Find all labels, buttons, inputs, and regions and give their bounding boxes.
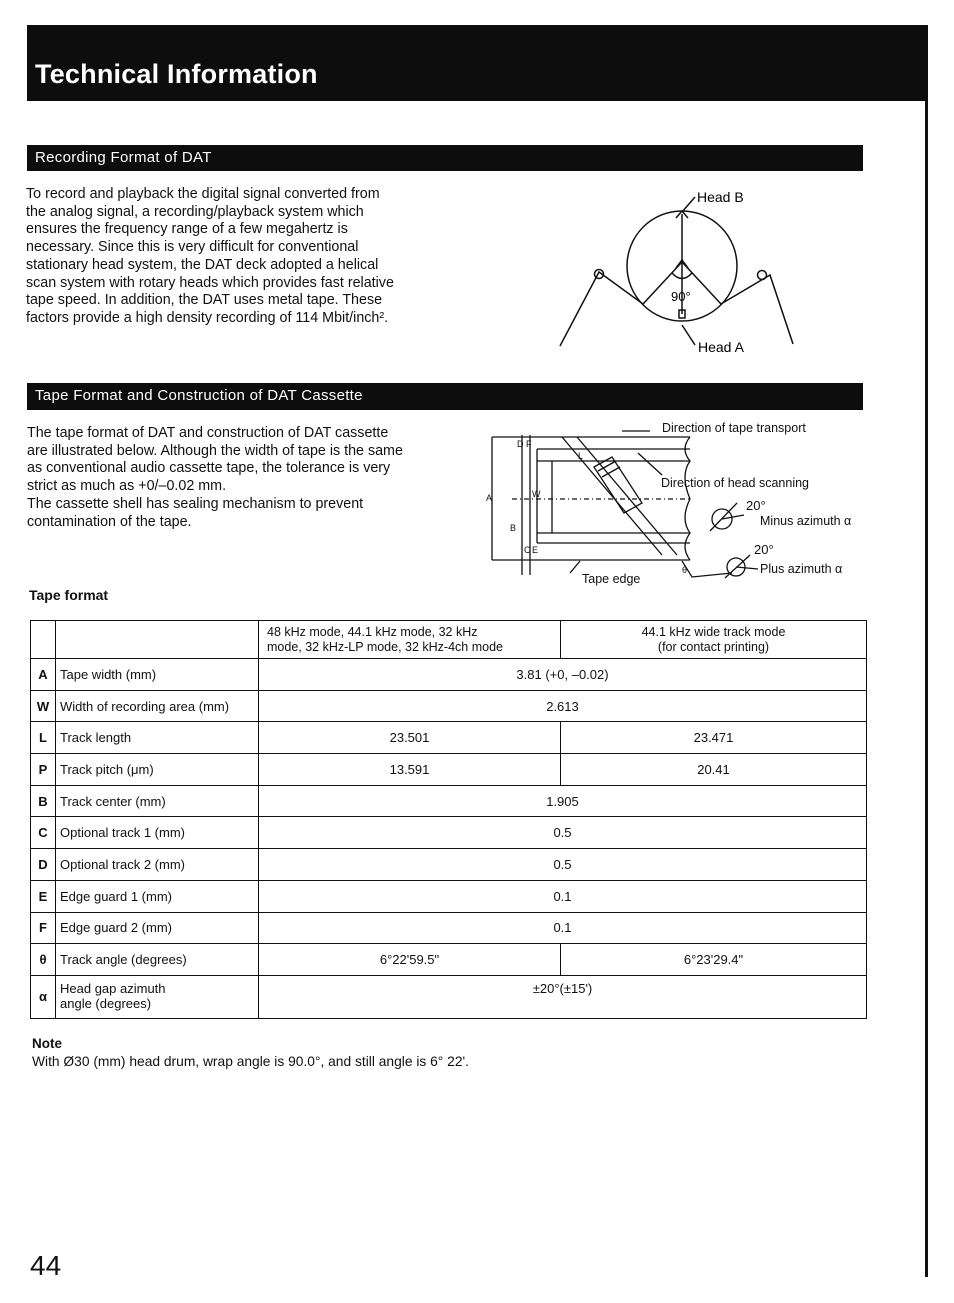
row-value: 0.1 — [259, 912, 867, 944]
table-row — [31, 785, 867, 817]
row-parameter: Head gap azimuth angle (degrees) — [56, 975, 259, 1018]
table-row — [31, 722, 867, 754]
row-parameter: Tape width (mm) — [56, 659, 259, 691]
dim-label-l: L — [578, 451, 584, 461]
title-bar — [27, 25, 928, 101]
row-parameter: Track length — [56, 722, 259, 754]
row-value-standard: 6°22'59.5" — [259, 944, 561, 976]
row-value: 2.613 — [259, 690, 867, 722]
dim-label-e: E — [532, 545, 539, 555]
head-drum-diagram — [555, 180, 805, 360]
page-number: 44 — [30, 1250, 62, 1281]
text-line: the analog signal, a recording/playback system which — [26, 203, 364, 220]
table-row — [31, 975, 867, 1018]
table-row — [31, 817, 867, 849]
row-symbol: A — [31, 659, 56, 691]
table-header-row — [31, 621, 867, 659]
header-cell-standard-mode: 48 kHz mode, 44.1 kHz mode, 32 kHz mode, 32 kHz-LP mode, 32 kHz-4ch mode — [259, 621, 561, 659]
row-value-standard: 13.591 — [259, 754, 561, 786]
row-parameter: Track angle (degrees) — [56, 944, 259, 976]
row-value-wide: 20.41 — [561, 754, 867, 786]
row-value-standard: 23.501 — [259, 722, 561, 754]
row-value: 0.5 — [259, 849, 867, 881]
text-line: scan system with rotary heads which provides fast relative — [26, 274, 394, 291]
row-value: 0.1 — [259, 880, 867, 912]
minus-azimuth-label: Minus azimuth α — [760, 514, 852, 528]
row-parameter: Edge guard 2 (mm) — [56, 912, 259, 944]
text-line: The cassette shell has sealing mechanism to prevent — [27, 495, 364, 512]
scanning-label: Direction of head scanning — [661, 476, 810, 490]
row-parameter: Track center (mm) — [56, 785, 259, 817]
table-row — [31, 754, 867, 786]
table-row — [31, 880, 867, 912]
table-row — [31, 912, 867, 944]
text-line: tape speed. In addition, the DAT uses metal tape. These — [26, 292, 383, 309]
dim-label-a: A — [486, 493, 493, 503]
table-row — [31, 690, 867, 722]
row-symbol: C — [31, 817, 56, 849]
row-parameter: Edge guard 1 (mm) — [56, 880, 259, 912]
text-line: stationary head system, the DAT deck adopted a helical — [26, 256, 379, 273]
page-right-rule — [925, 25, 928, 1277]
text-line: To record and playback the digital signal converted from — [26, 186, 380, 202]
row-value: 3.81 (+0, –0.02) — [259, 659, 867, 691]
text-line: are illustrated below. Although the width of tape is the same — [27, 442, 403, 459]
dim-label-f: F — [526, 439, 532, 449]
row-value-wide: 23.471 — [561, 722, 867, 754]
tape-format-paragraph — [27, 425, 447, 531]
dim-label-theta: θ — [682, 565, 688, 575]
row-symbol: P — [31, 754, 56, 786]
row-symbol: B — [31, 785, 56, 817]
row-symbol: E — [31, 880, 56, 912]
row-symbol: W — [31, 690, 56, 722]
row-value-wide: 6°23'29.4" — [561, 944, 867, 976]
section-heading-tape-format: Tape Format and Construction of DAT Cassette — [27, 383, 863, 410]
row-symbol: α — [31, 975, 56, 1018]
tape-format-diagram — [482, 415, 872, 595]
text-line: factors provide a high density recording of 114 Mbit/inch². — [26, 309, 389, 326]
text-line: ensures the frequency range of a few megahertz is — [26, 221, 348, 238]
text-line: strict as much as +0/–0.02 mm. — [27, 478, 227, 495]
section-heading-recording-format: Recording Format of DAT — [27, 145, 863, 171]
text-line: as conventional audio cassette tape, the tolerance is very — [27, 460, 391, 477]
row-parameter: Width of recording area (mm) — [56, 690, 259, 722]
row-value: 0.5 — [259, 817, 867, 849]
plus-angle-label: 20° — [754, 542, 774, 557]
dim-label-c: C — [524, 545, 531, 555]
row-parameter: Optional track 2 (mm) — [56, 849, 259, 881]
table-row — [31, 849, 867, 881]
text-line: contamination of the tape. — [27, 513, 192, 530]
row-symbol: L — [31, 722, 56, 754]
header-cell-blank — [31, 621, 56, 659]
row-parameter: Track pitch (μm) — [56, 754, 259, 786]
header-cell-blank — [56, 621, 259, 659]
table-row — [31, 944, 867, 976]
tape-edge-label: Tape edge — [582, 572, 641, 586]
header-cell-wide-track-mode: 44.1 kHz wide track mode (for contact printing) — [561, 621, 867, 659]
row-symbol: θ — [31, 944, 56, 976]
note-heading: Note — [32, 1036, 62, 1051]
row-symbol: F — [31, 912, 56, 944]
plus-azimuth-label: Plus azimuth α — [760, 562, 843, 576]
row-symbol: D — [31, 849, 56, 881]
table-row — [31, 659, 867, 691]
transport-label: Direction of tape transport — [662, 421, 806, 435]
row-value: 1.905 — [259, 785, 867, 817]
angle-label: 90° — [671, 289, 691, 304]
row-value: ±20°(±15') — [259, 975, 867, 1018]
text-line: necessary. Since this is very difficult for conventional — [26, 239, 359, 256]
dim-label-d: D — [517, 439, 524, 449]
note-text: With Ø30 (mm) head drum, wrap angle is 90.0°, and still angle is 6° 22'. — [32, 1054, 469, 1069]
head-b-label: Head B — [697, 189, 744, 205]
recording-format-paragraph — [26, 186, 446, 328]
row-parameter: Optional track 1 (mm) — [56, 817, 259, 849]
tape-format-table — [30, 620, 867, 1019]
head-a-label: Head A — [698, 339, 744, 355]
minus-angle-label: 20° — [746, 498, 766, 513]
tape-format-subheading: Tape format — [29, 587, 109, 603]
text-line: The tape format of DAT and construction of DAT cassette — [27, 425, 389, 441]
dim-label-w: W — [532, 489, 541, 499]
dim-label-b: B — [510, 523, 517, 533]
page-title: Technical Information — [35, 59, 318, 89]
